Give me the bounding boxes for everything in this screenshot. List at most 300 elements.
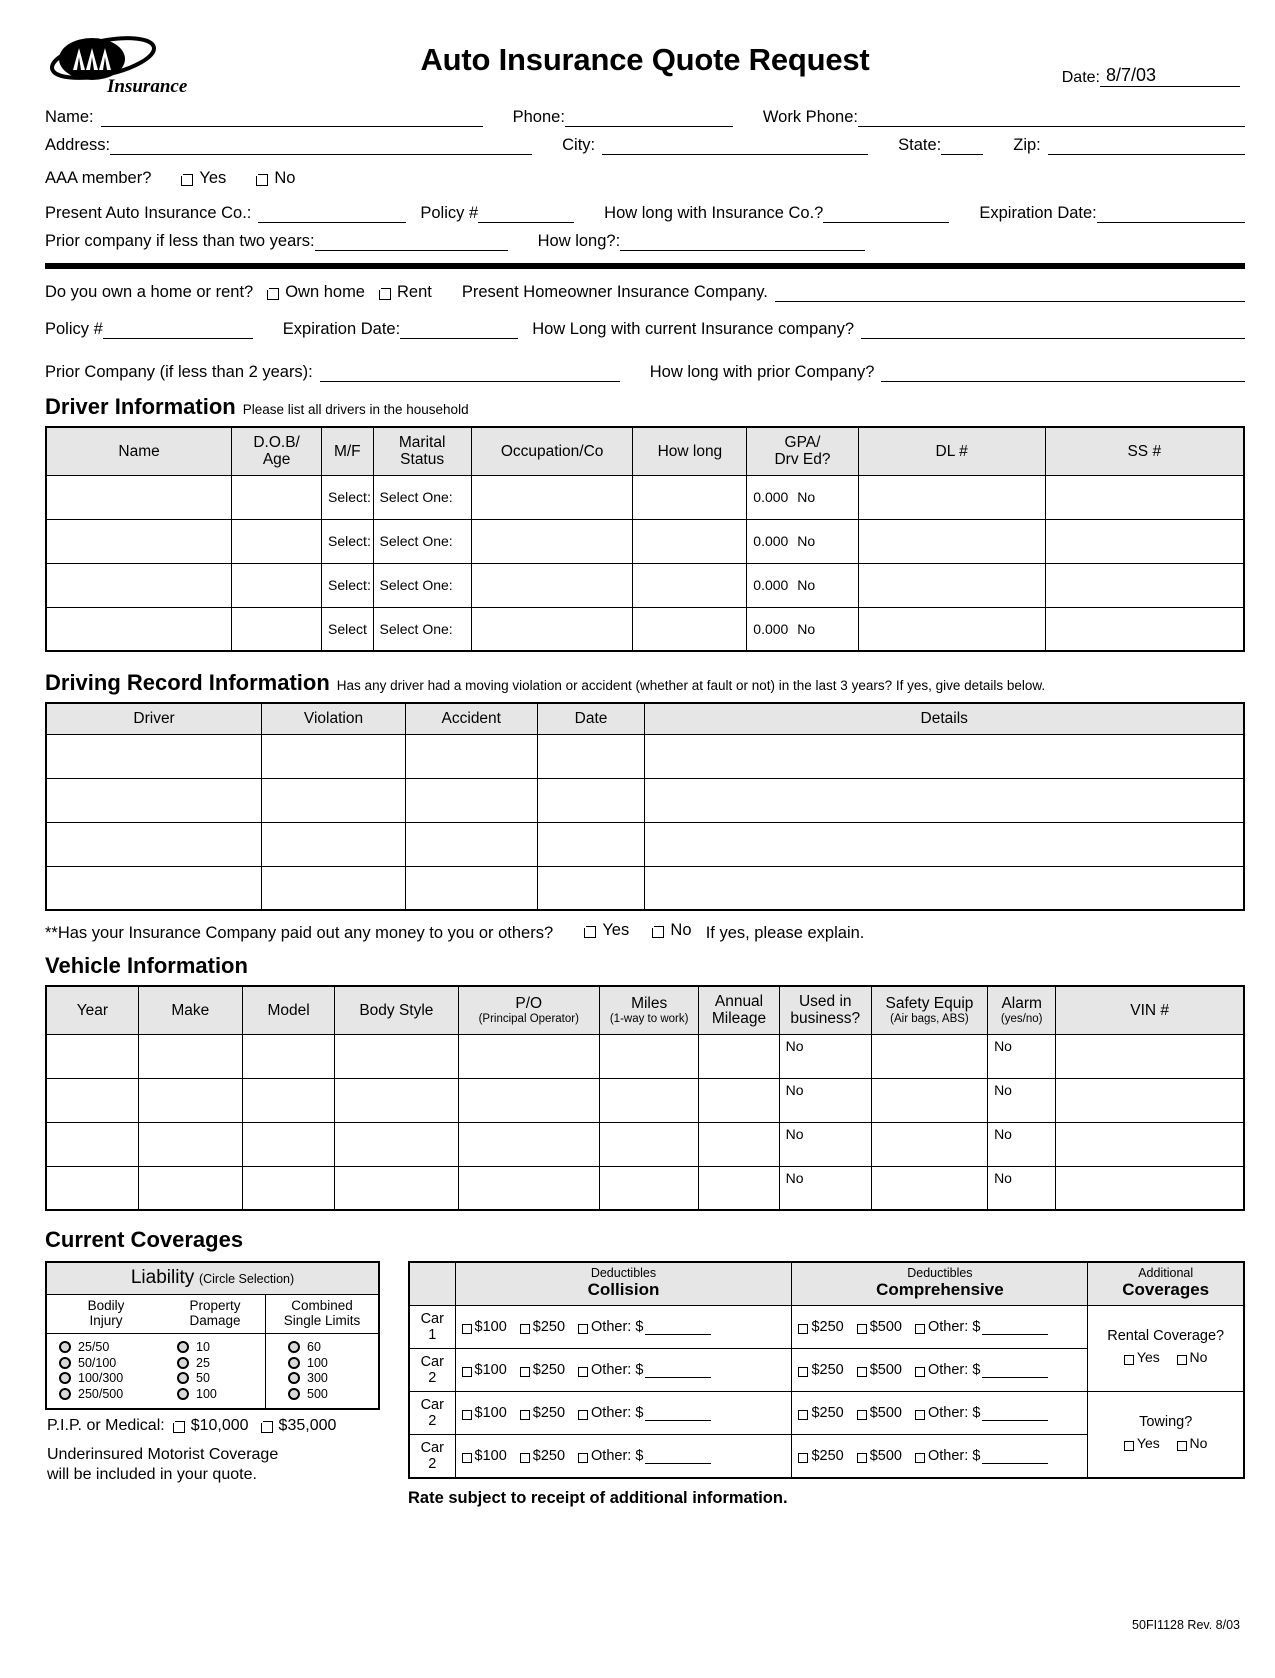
liability-columns — [47, 1295, 378, 1408]
checkbox-icon[interactable] — [578, 1367, 588, 1377]
vehicle-body-cell[interactable] — [335, 1166, 458, 1210]
liability-option[interactable] — [177, 1387, 265, 1401]
work-phone-input[interactable] — [858, 110, 1245, 127]
checkbox-icon[interactable] — [857, 1367, 867, 1377]
checkbox-icon[interactable] — [798, 1367, 808, 1377]
home-prior-company-input[interactable] — [320, 365, 620, 382]
option-label: $250 — [811, 1361, 844, 1378]
vehicle-safety-cell[interactable] — [871, 1034, 987, 1078]
collision-other-input[interactable] — [645, 1320, 711, 1335]
record-accident-cell[interactable] — [405, 778, 537, 822]
checkbox-icon[interactable] — [915, 1453, 925, 1463]
vehicle-make-cell[interactable] — [138, 1122, 242, 1166]
checkbox-icon[interactable] — [798, 1453, 808, 1463]
col-record-driver: Driver — [46, 703, 262, 734]
driving-record-heading — [45, 670, 1245, 696]
driver-dob-cell[interactable] — [232, 475, 322, 519]
driver-how-long-cell[interactable] — [633, 563, 747, 607]
checkbox-icon[interactable] — [256, 174, 268, 186]
checkbox-icon[interactable] — [798, 1410, 808, 1420]
table-row — [46, 563, 1244, 607]
checkbox-icon[interactable] — [1177, 1355, 1187, 1365]
liability-option[interactable] — [59, 1387, 165, 1401]
checkbox-icon[interactable] — [584, 926, 596, 938]
checkbox-icon[interactable] — [520, 1324, 530, 1334]
checkbox-icon[interactable] — [462, 1410, 472, 1420]
vehicle-annual-cell[interactable] — [699, 1122, 779, 1166]
table-row — [46, 519, 1244, 563]
vehicle-alarm-cell[interactable]: No — [988, 1122, 1056, 1166]
vehicle-body-cell[interactable] — [335, 1078, 458, 1122]
collision-other-option[interactable] — [578, 1362, 711, 1378]
driver-gpa-value: 0.000 — [753, 577, 789, 594]
towing-yes-no-group — [1094, 1434, 1237, 1455]
vehicle-body-cell[interactable] — [335, 1122, 458, 1166]
coverages-label: Coverages — [1122, 1280, 1210, 1300]
checkbox-icon[interactable] — [267, 288, 279, 300]
radio-icon[interactable] — [288, 1357, 300, 1369]
vehicle-safety-cell[interactable] — [871, 1122, 987, 1166]
collision-option[interactable] — [520, 1362, 565, 1378]
checkbox-icon[interactable] — [173, 1421, 185, 1433]
vehicle-vin-cell[interactable] — [1056, 1122, 1244, 1166]
driver-name-cell[interactable] — [46, 519, 232, 563]
prior-how-long-input[interactable] — [620, 234, 865, 251]
checkbox-icon[interactable] — [578, 1453, 588, 1463]
checkbox-icon[interactable] — [652, 926, 664, 938]
vehicle-alarm-cell[interactable]: No — [988, 1034, 1056, 1078]
record-date-cell[interactable] — [537, 822, 645, 866]
col-marital-line1: Marital — [398, 434, 446, 451]
record-violation-cell[interactable] — [262, 778, 406, 822]
address-input[interactable] — [110, 138, 532, 155]
liability-option[interactable] — [59, 1356, 165, 1370]
col-occupation: Occupation/Co — [471, 427, 633, 475]
home-policy-row — [45, 320, 1245, 339]
option-label: 100 — [307, 1355, 328, 1370]
option-label: $100 — [474, 1361, 507, 1378]
state-label: State: — [898, 136, 942, 154]
checkbox-icon[interactable] — [578, 1410, 588, 1420]
vehicle-miles-cell[interactable] — [599, 1122, 698, 1166]
vehicle-make-cell[interactable] — [138, 1166, 242, 1210]
checkbox-icon[interactable] — [181, 174, 193, 186]
state-input[interactable] — [941, 138, 983, 155]
driver-occupation-cell[interactable] — [471, 475, 633, 519]
vehicle-po-cell[interactable] — [458, 1166, 599, 1210]
driver-dob-cell[interactable] — [232, 563, 322, 607]
driver-gpa-cell[interactable] — [747, 519, 858, 563]
no-label: No — [1189, 1348, 1208, 1365]
comprehensive-other-option[interactable] — [915, 1448, 1048, 1464]
driver-dl-cell[interactable] — [858, 475, 1045, 519]
collision-option[interactable] — [520, 1319, 565, 1335]
record-driver-cell[interactable] — [46, 734, 262, 778]
checkbox-icon[interactable] — [1124, 1355, 1134, 1365]
vehicle-year-cell[interactable] — [46, 1166, 138, 1210]
record-details-cell[interactable] — [645, 778, 1244, 822]
comprehensive-deductibles-label: Deductibles — [907, 1266, 973, 1281]
address-row — [45, 136, 1245, 155]
checkbox-icon[interactable] — [915, 1324, 925, 1334]
record-details-cell[interactable] — [645, 734, 1244, 778]
driver-dl-cell[interactable] — [858, 563, 1045, 607]
vehicle-model-cell[interactable] — [242, 1122, 334, 1166]
vehicle-model-cell[interactable] — [242, 1078, 334, 1122]
col-gpa-line2: Drv Ed? — [774, 451, 831, 469]
vehicle-model-cell[interactable] — [242, 1034, 334, 1078]
driver-drv-ed-value: No — [797, 533, 816, 550]
towing-label: Towing? — [1139, 1414, 1193, 1431]
driver-occupation-cell[interactable] — [471, 519, 633, 563]
collision-other-input[interactable] — [645, 1406, 711, 1421]
liability-title-bar — [47, 1263, 378, 1295]
vehicle-vin-cell[interactable] — [1056, 1078, 1244, 1122]
option-label: 50 — [196, 1371, 210, 1386]
checkbox-icon[interactable] — [578, 1324, 588, 1334]
checkbox-icon[interactable] — [857, 1453, 867, 1463]
vehicle-safety-cell[interactable] — [871, 1078, 987, 1122]
vehicle-model-cell[interactable] — [242, 1166, 334, 1210]
rate-note: Rate subject to receipt of additional information. — [408, 1488, 788, 1507]
comprehensive-other-input[interactable] — [982, 1406, 1048, 1421]
vehicle-po-cell[interactable] — [458, 1034, 599, 1078]
own-or-rent-label: Do you own a home or rent? — [45, 283, 254, 301]
yes-label: Yes — [1136, 1348, 1160, 1365]
vehicle-alarm-cell[interactable]: No — [988, 1078, 1056, 1122]
driver-how-long-cell[interactable] — [633, 475, 747, 519]
radio-icon[interactable] — [59, 1388, 71, 1400]
checkbox-icon[interactable] — [462, 1453, 472, 1463]
driver-name-cell[interactable] — [46, 475, 232, 519]
vehicle-business-cell[interactable]: No — [779, 1078, 871, 1122]
paid-out-yes-option[interactable] — [584, 921, 629, 940]
comprehensive-option[interactable] — [857, 1362, 902, 1378]
driver-mf-cell[interactable]: Select — [322, 607, 374, 651]
collision-cell — [455, 1348, 792, 1391]
comprehensive-other-option[interactable] — [915, 1405, 1048, 1421]
driver-ss-cell[interactable] — [1045, 563, 1244, 607]
collision-other-option[interactable] — [578, 1319, 711, 1335]
combined-limits-line2: Single Limits — [283, 1313, 361, 1329]
current-coverages-heading — [45, 1227, 1245, 1253]
record-date-cell[interactable] — [537, 734, 645, 778]
home-prior-company-label: Prior Company (if less than 2 years): — [45, 363, 313, 381]
aaa-member-no-option[interactable] — [256, 169, 295, 188]
driver-marital-cell[interactable]: Select One: — [373, 607, 471, 651]
paid-out-no-option[interactable] — [652, 921, 691, 940]
comprehensive-other-input[interactable] — [982, 1320, 1048, 1335]
vehicle-make-cell[interactable] — [138, 1078, 242, 1122]
checkbox-icon[interactable] — [857, 1324, 867, 1334]
col-gpa-line1: GPA/ — [784, 434, 821, 451]
auto-policy-input[interactable] — [478, 206, 574, 223]
own-home-option[interactable] — [267, 283, 365, 302]
checkbox-icon[interactable] — [462, 1324, 472, 1334]
driver-gpa-cell[interactable] — [747, 607, 858, 651]
option-label: $250 — [811, 1404, 844, 1421]
other-label: Other: $ — [928, 1404, 981, 1421]
rental-yes-no-group — [1094, 1348, 1237, 1369]
radio-icon[interactable] — [177, 1341, 189, 1353]
checkbox-icon[interactable] — [261, 1421, 273, 1433]
col-miles — [599, 986, 698, 1034]
home-how-long-current-input[interactable] — [861, 322, 1245, 339]
driver-gpa-cell[interactable] — [747, 563, 858, 607]
rental-yes-option[interactable] — [1124, 1348, 1160, 1366]
home-expiration-label: Expiration Date: — [282, 320, 401, 338]
table-row — [46, 475, 1244, 519]
record-violation-cell[interactable] — [262, 822, 406, 866]
home-policy-input[interactable] — [103, 322, 253, 339]
record-date-cell[interactable] — [537, 866, 645, 910]
driver-dob-cell[interactable] — [232, 519, 322, 563]
prior-company-input[interactable] — [315, 234, 508, 251]
driver-information-table — [45, 426, 1245, 652]
liability-option[interactable] — [288, 1356, 378, 1370]
vehicle-miles-cell[interactable] — [599, 1166, 698, 1210]
driver-gpa-value: 0.000 — [753, 620, 789, 637]
phone-input[interactable] — [565, 110, 733, 127]
pip-option-35000[interactable] — [261, 1417, 337, 1435]
comprehensive-other-input[interactable] — [982, 1363, 1048, 1378]
comprehensive-option[interactable] — [798, 1405, 843, 1421]
towing-no-option[interactable] — [1177, 1434, 1208, 1452]
driver-drv-ed-value: No — [797, 577, 816, 594]
driver-dl-cell[interactable] — [858, 607, 1045, 651]
liability-option[interactable] — [177, 1340, 265, 1354]
checkbox-icon[interactable] — [520, 1367, 530, 1377]
how-long-insurance-input[interactable] — [823, 206, 949, 223]
comprehensive-other-option[interactable] — [915, 1362, 1048, 1378]
collision-option[interactable] — [462, 1362, 507, 1378]
driver-ss-cell[interactable] — [1045, 607, 1244, 651]
comprehensive-option[interactable] — [798, 1319, 843, 1335]
deductibles-body — [409, 1305, 1244, 1478]
collision-option[interactable] — [462, 1448, 507, 1464]
towing-cell — [1088, 1391, 1244, 1478]
radio-icon[interactable] — [288, 1372, 300, 1384]
other-label: Other: $ — [928, 1361, 981, 1378]
checkbox-icon[interactable] — [857, 1410, 867, 1420]
radio-icon[interactable] — [177, 1388, 189, 1400]
radio-icon[interactable] — [288, 1388, 300, 1400]
collision-cell — [455, 1434, 792, 1478]
collision-option[interactable] — [462, 1405, 507, 1421]
home-how-long-prior-input[interactable] — [881, 365, 1245, 382]
record-driver-cell[interactable] — [46, 778, 262, 822]
driver-drv-ed-value: No — [797, 620, 816, 637]
comprehensive-cell — [792, 1305, 1088, 1348]
liability-option[interactable] — [59, 1371, 165, 1385]
vehicle-miles-cell[interactable] — [599, 1034, 698, 1078]
driver-gpa-cell[interactable] — [747, 475, 858, 519]
comprehensive-other-input[interactable] — [982, 1449, 1048, 1464]
driver-name-cell[interactable] — [46, 607, 232, 651]
comprehensive-option[interactable] — [857, 1405, 902, 1421]
collision-option[interactable] — [462, 1319, 507, 1335]
driver-marital-cell[interactable]: Select One: — [373, 563, 471, 607]
vehicle-business-cell[interactable]: No — [779, 1122, 871, 1166]
aaa-member-yes-option[interactable] — [181, 169, 226, 188]
col-mf: M/F — [322, 427, 374, 475]
zip-label: Zip: — [1013, 136, 1041, 154]
collision-option[interactable] — [520, 1448, 565, 1464]
col-po-sub: (Principal Operator) — [478, 1012, 579, 1025]
driver-how-long-cell[interactable] — [633, 607, 747, 651]
vehicle-make-cell[interactable] — [138, 1034, 242, 1078]
vehicle-business-cell[interactable]: No — [779, 1166, 871, 1210]
vehicle-annual-cell[interactable] — [699, 1166, 779, 1210]
table-row — [46, 1166, 1244, 1210]
prior-company-row — [45, 232, 1245, 251]
liability-option[interactable] — [288, 1340, 378, 1354]
table-row — [409, 1305, 1244, 1348]
radio-icon[interactable] — [177, 1372, 189, 1384]
liability-option[interactable] — [177, 1371, 265, 1385]
checkbox-icon[interactable] — [1177, 1441, 1187, 1451]
table-row — [46, 1078, 1244, 1122]
driver-dl-cell[interactable] — [858, 519, 1045, 563]
rental-no-option[interactable] — [1177, 1348, 1208, 1366]
comprehensive-other-option[interactable] — [915, 1319, 1048, 1335]
driver-name-cell[interactable] — [46, 563, 232, 607]
driver-ss-cell[interactable] — [1045, 475, 1244, 519]
vehicle-safety-cell[interactable] — [871, 1166, 987, 1210]
liability-option[interactable] — [288, 1371, 378, 1385]
vehicle-vin-cell[interactable] — [1056, 1034, 1244, 1078]
checkbox-icon[interactable] — [379, 288, 391, 300]
aaa-member-row — [45, 169, 1245, 188]
checkbox-icon[interactable] — [520, 1410, 530, 1420]
deductibles-column — [408, 1261, 1245, 1507]
auto-expiration-input[interactable] — [1097, 206, 1245, 223]
vehicle-alarm-cell[interactable]: No — [988, 1166, 1056, 1210]
vehicle-year-cell[interactable] — [46, 1034, 138, 1078]
driver-marital-cell[interactable]: Select One: — [373, 519, 471, 563]
record-violation-cell[interactable] — [262, 866, 406, 910]
vehicle-annual-cell[interactable] — [699, 1034, 779, 1078]
col-record-accident: Accident — [405, 703, 537, 734]
radio-icon[interactable] — [59, 1357, 71, 1369]
present-homeowner-input[interactable] — [775, 285, 1245, 302]
driver-mf-cell[interactable]: Select: — [322, 563, 374, 607]
prior-company-label: Prior company if less than two years: — [45, 232, 315, 250]
comprehensive-option[interactable] — [798, 1448, 843, 1464]
radio-icon[interactable] — [177, 1357, 189, 1369]
record-violation-cell[interactable] — [262, 734, 406, 778]
liability-option[interactable] — [288, 1387, 378, 1401]
vehicle-business-cell[interactable]: No — [779, 1034, 871, 1078]
checkbox-icon[interactable] — [1124, 1441, 1134, 1451]
vehicle-vin-cell[interactable] — [1056, 1166, 1244, 1210]
underinsured-line2: will be included in your quote. — [47, 1466, 257, 1484]
checkbox-icon[interactable] — [462, 1367, 472, 1377]
vehicle-annual-cell[interactable] — [699, 1078, 779, 1122]
checkbox-icon[interactable] — [520, 1453, 530, 1463]
deductibles-header-row — [409, 1262, 1244, 1305]
driver-ss-cell[interactable] — [1045, 519, 1244, 563]
present-auto-input[interactable] — [258, 206, 406, 223]
driver-marital-cell[interactable]: Select One: — [373, 475, 471, 519]
table-row — [46, 607, 1244, 651]
collision-other-option[interactable] — [578, 1448, 711, 1464]
zip-input[interactable] — [1048, 138, 1245, 155]
driver-occupation-cell[interactable] — [471, 563, 633, 607]
record-accident-cell[interactable] — [405, 866, 537, 910]
checkbox-icon[interactable] — [915, 1410, 925, 1420]
checkbox-icon[interactable] — [915, 1367, 925, 1377]
home-expiration-input[interactable] — [400, 322, 518, 339]
option-label: 500 — [307, 1386, 328, 1401]
record-details-cell[interactable] — [645, 866, 1244, 910]
driver-occupation-cell[interactable] — [471, 607, 633, 651]
option-label: $250 — [532, 1318, 566, 1335]
contact-section — [45, 108, 1245, 251]
col-safety-title: Safety Equip — [885, 995, 974, 1013]
collision-other-option[interactable] — [578, 1405, 711, 1421]
vehicle-po-cell[interactable] — [458, 1078, 599, 1122]
radio-icon[interactable] — [59, 1372, 71, 1384]
option-label: $100 — [474, 1447, 507, 1464]
collision-option[interactable] — [520, 1405, 565, 1421]
underinsured-note — [47, 1445, 380, 1486]
name-input[interactable] — [101, 110, 483, 127]
checkbox-icon[interactable] — [798, 1324, 808, 1334]
driver-mf-cell[interactable]: Select: — [322, 519, 374, 563]
col-ss-number: SS # — [1045, 427, 1244, 475]
rent-option[interactable] — [379, 283, 432, 302]
col-vin: VIN # — [1056, 986, 1244, 1034]
record-accident-cell[interactable] — [405, 822, 537, 866]
liability-option[interactable] — [59, 1340, 165, 1354]
driver-information-heading — [45, 394, 1245, 420]
vehicle-po-cell[interactable] — [458, 1122, 599, 1166]
date-input[interactable]: 8/7/03 — [1100, 66, 1240, 87]
radio-icon[interactable] — [59, 1341, 71, 1353]
record-driver-cell[interactable] — [46, 866, 262, 910]
towing-yes-option[interactable] — [1124, 1434, 1160, 1452]
date-field-group — [1062, 66, 1240, 87]
record-accident-cell[interactable] — [405, 734, 537, 778]
additional-coverages-header — [1088, 1262, 1244, 1305]
quote-request-form — [0, 28, 1275, 1678]
home-how-long-current-label: How Long with current Insurance company? — [532, 320, 855, 338]
city-input[interactable] — [602, 138, 868, 155]
vehicle-body-cell[interactable] — [335, 1034, 458, 1078]
comprehensive-option[interactable] — [798, 1362, 843, 1378]
record-details-cell[interactable] — [645, 822, 1244, 866]
collision-other-input[interactable] — [645, 1363, 711, 1378]
vehicle-year-cell[interactable] — [46, 1078, 138, 1122]
vehicle-year-cell[interactable] — [46, 1122, 138, 1166]
driver-dob-cell[interactable] — [232, 607, 322, 651]
driver-mf-cell[interactable]: Select: — [322, 475, 374, 519]
collision-other-input[interactable] — [645, 1449, 711, 1464]
driver-how-long-cell[interactable] — [633, 519, 747, 563]
table-row — [46, 866, 1244, 910]
pip-option-10000[interactable] — [173, 1417, 249, 1435]
liability-option[interactable] — [177, 1356, 265, 1370]
option-label: $500 — [869, 1447, 902, 1464]
vehicle-miles-cell[interactable] — [599, 1078, 698, 1122]
svg-text:Insurance: Insurance — [107, 76, 188, 97]
radio-icon[interactable] — [288, 1341, 300, 1353]
comprehensive-option[interactable] — [857, 1448, 902, 1464]
record-driver-cell[interactable] — [46, 822, 262, 866]
record-date-cell[interactable] — [537, 778, 645, 822]
comprehensive-option[interactable] — [857, 1319, 902, 1335]
